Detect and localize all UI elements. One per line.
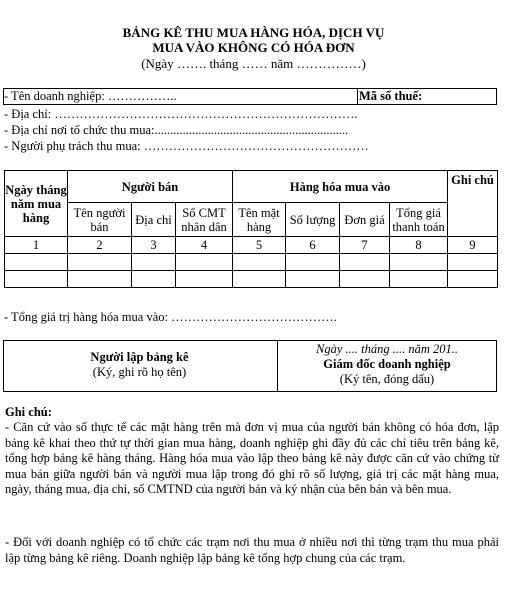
note-header: Ghi chú <box>448 171 498 237</box>
tax-code-label: Mã số thuế: <box>359 89 423 103</box>
document-title-line2: MUA VÀO KHÔNG CÓ HÓA ĐƠN <box>152 40 355 55</box>
column-number: 1 <box>5 237 68 254</box>
notes-heading: Ghi chú: <box>5 405 52 419</box>
unit-price-header: Đơn giá <box>340 203 390 237</box>
column-number: 4 <box>176 237 233 254</box>
date-line: (Ngày ……. tháng …… năm ……………) <box>141 56 366 71</box>
notes-paragraph-2: - Đối với doanh nghiệp có tổ chức các trạm nơi thu mua ở nhiều nơi thì từng trạm thu mua phải lập từng bảng kê riêng. Doanh nghiệp lập bảng kê tổng hợp chung của các trạm. <box>5 535 499 565</box>
director-title: Giám đốc doanh nghiệp <box>323 357 451 371</box>
column-number: 3 <box>132 237 176 254</box>
col-date-header: Ngày tháng năm mua hàng <box>5 171 68 237</box>
signature-date: Ngày .... tháng .... năm 201.. <box>315 342 458 356</box>
person-in-charge-field: - Người phụ trách thu mua: ……………………………………………… <box>4 139 369 153</box>
purchase-table <box>4 170 498 288</box>
column-number: 9 <box>448 237 498 254</box>
total-price-header: Tổng giá thanh toán <box>390 203 448 237</box>
address-field: - Địa chỉ: ………………………………………………………………. <box>4 107 358 121</box>
seller-group-header: Người bán <box>68 171 233 203</box>
quantity-header: Số lượng <box>286 203 340 237</box>
column-number: 2 <box>68 237 132 254</box>
seller-address-header: Địa chỉ <box>132 203 176 237</box>
total-value-line: - Tổng giá trị hàng hóa mua vào: …………………………………. <box>4 310 337 324</box>
table-row <box>5 254 498 271</box>
preparer-title: Người lập bảng kê <box>90 350 189 364</box>
preparer-note: (Ký, ghi rõ họ tên) <box>92 365 187 379</box>
director-signature-block <box>277 342 497 387</box>
info-box-divider <box>357 88 358 105</box>
column-number: 6 <box>286 237 340 254</box>
column-number: 8 <box>390 237 448 254</box>
purchase-address-field: - Địa chỉ nơi tổ chức thu mua:.............................................................. <box>4 123 349 137</box>
goods-group-header: Hàng hóa mua vào <box>233 171 448 203</box>
column-number: 5 <box>233 237 286 254</box>
table-row <box>5 271 498 288</box>
director-note: (Ký tên, đóng dấu) <box>339 372 435 386</box>
notes-paragraph-1: - Căn cứ vào số thực tế các mặt hàng trên mà đơn vị mua của người bán không có hóa đơn, lập bảng kê khai theo thứ tự thời gian mua hàng, doanh nghiệp ghi đầy đủ các chỉ tiêu trên bảng kê, tổng hợp bảng kê hàng tháng. Hàng hóa mua vào lập theo bảng kê này được căn cứ vào chứng từ mua bán giữa người bán và người mua lập trong đó ghi rõ số lượng, giá trị các mặt hàng mua, ngày, tháng mua, địa chỉ, số CMTND của người bán và ký nhận của bên bán và bên mua. <box>5 420 499 496</box>
preparer-signature-block <box>3 350 276 380</box>
column-number-row <box>5 237 498 254</box>
item-name-header: Tên mặt hàng <box>233 203 286 237</box>
document-title-line1: BẢNG KÊ THU MUA HÀNG HÓA, DỊCH VỤ <box>122 25 385 40</box>
column-number: 7 <box>340 237 390 254</box>
company-name-field: - Tên doanh nghiệp: …………….. <box>4 89 177 103</box>
seller-id-header: Số CMT nhân dân <box>176 203 233 237</box>
seller-name-header: Tên người bán <box>68 203 132 237</box>
